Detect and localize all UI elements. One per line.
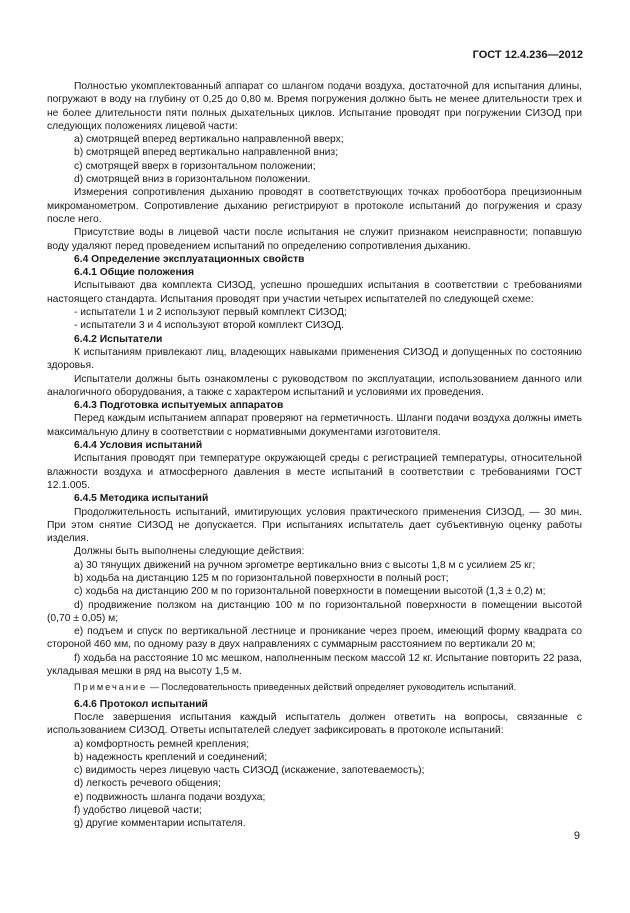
list-item: а) комфортность ремней крепления; — [74, 738, 250, 750]
body-paragraph: После завершения испытания каждый испытатель должен ответить на вопросы, связанные с использованием СИЗОД. Ответы испытателей следует зафиксировать в протоколе испытаний: — [47, 711, 582, 737]
list-item: а) 30 тянущих движений на ручном эргометре вертикально вниз с высоты 1,8 м с усилием 25 кг; — [74, 559, 536, 571]
list-item: с) видимость через лицевую часть СИЗОД (искажение, запотеваемость); — [74, 765, 425, 777]
document-body — [47, 80, 582, 831]
body-paragraph: Измерения сопротивления дыханию проводят в соответствующих точках пробоотбора прецизионным микроманометром. Сопротивление дыханию регистрируют в протоколе испытаний до погружения и сразу после него. — [47, 187, 582, 225]
note-text: — Последовательность приведенных действий определяет руководитель испытаний. — [147, 682, 517, 693]
list-item: а) смотрящей вперед вертикально направленной вверх; — [74, 134, 344, 146]
body-paragraph: d) продвижение ползком на дистанцию 100 м по горизонтальной поверхности в помещении высотой (0,70 ± 0,05) м; — [47, 599, 582, 624]
list-item: с) смотрящей вверх в горизонтальном положении; — [74, 160, 316, 172]
list-item: е) подвижность шланга подачи воздуха; — [74, 791, 266, 803]
body-paragraph: Полностью укомплектованный аппарат со шлангом подачи воздуха, достаточной для испытания длины, погружают в воду на глубину от 0,25 до 0,80 м. Время погружения должно быть не менее длительности трех и не более длительности пяти полных дыхательных циклов. Испытание проводят при погружении СИЗОД при следующих положениях лицевой части: — [47, 81, 582, 132]
body-paragraph: Перед каждым испытанием аппарат проверяют на герметичность. Шланги подачи воздуха должны иметь максимальную длину в соответствии с нормативными документами изготовителя. — [47, 413, 582, 438]
body-paragraph: е) подъем и спуск по вертикальной лестнице и проникание через проем, имеющий форму квадрата со стороной 460 мм, по одному разу в двух направлениях с суммарным расстоянием по вертикали 20 м; — [47, 626, 582, 651]
section-heading: 6.4.1 Общие положения — [74, 267, 194, 279]
body-paragraph: Испытатели должны быть ознакомлены с руководством по эксплуатации, использованием данного или аналогичного оборудования, а также с характером испытаний и условиями их проведения. — [47, 373, 582, 398]
section-heading: 6.4.4 Условия испытаний — [74, 440, 203, 452]
page-number: 9 — [573, 830, 580, 842]
note-label: Примечание — [74, 682, 148, 693]
list-item: b) ходьба на дистанцию 125 м по горизонтальной поверхности в полный рост; — [74, 572, 449, 584]
body-paragraph: Продолжительность испытаний, имитирующих условия практического применения СИЗОД, — 30 мин. При этом снятие СИЗОД не допускается. При испытаниях испытатель дает субъективную оценку работы изделия. — [47, 506, 582, 545]
list-item: с) ходьба на дистанцию 200 м по горизонтальной поверхности в помещении высотой (1,3 ± 0,2) м; — [74, 586, 546, 598]
section-heading: 6.4 Определение эксплуатационных свойств — [74, 253, 305, 265]
section-heading: 6.4.6 Протокол испытаний — [74, 698, 208, 710]
list-item: b) надежность креплений и соединений; — [74, 751, 268, 763]
list-item: - испытатели 3 и 4 используют второй комплект СИЗОД. — [74, 320, 344, 332]
section-heading: 6.4.3 Подготовка испытуемых аппаратов — [74, 400, 284, 412]
body-paragraph: f) ходьба на расстояние 10 мс мешком, наполненным песком массой 12 кг. Испытание повторить 22 раза, укладывая мешки в ряд на высоту 1,5 м. — [47, 652, 582, 678]
list-item: - испытатели 1 и 2 используют первый комплект СИЗОД; — [74, 307, 347, 319]
note-paragraph — [47, 681, 582, 694]
list-item: d) легкость речевого общения; — [74, 778, 221, 790]
body-paragraph: Испытывают два комплекта СИЗОД, успешно прошедших испытания в соответствии с требованиями настоящего стандарта. Испытания проводят при участии четырех испытателей по следующей схеме: — [47, 280, 582, 305]
list-item: d) смотрящей вниз в горизонтальном положении. — [74, 174, 311, 186]
list-item: g) другие комментарии испытателя. — [74, 818, 246, 830]
body-paragraph: Испытания проводят при температуре окружающей среды с регистрацией температуры, относительной влажности воздуха и атмосферного давления в месте испытаний в соответствии с требованиями ГОСТ 12.1.005. — [47, 453, 582, 491]
body-paragraph: Присутствие воды в лицевой части после испытания не служит признаком неисправности; попавшую воду удаляют перед проведением испытаний по определению сопротивления дыханию. — [47, 227, 582, 252]
list-item: b) смотрящей вперед вертикально направленной вниз; — [74, 147, 338, 159]
body-paragraph: К испытаниям привлекают лиц, владеющих навыками применения СИЗОД и допущенных по состоянию здоровья. — [47, 346, 582, 372]
section-heading: 6.4.2 Испытатели — [74, 333, 163, 345]
document-header: ГОСТ 12.4.236—2012 — [472, 49, 583, 61]
section-heading: 6.4.5 Методика испытаний — [74, 493, 209, 505]
body-paragraph: Должны быть выполнены следующие действия: — [74, 546, 305, 558]
list-item: f) удобство лицевой части; — [74, 805, 202, 817]
